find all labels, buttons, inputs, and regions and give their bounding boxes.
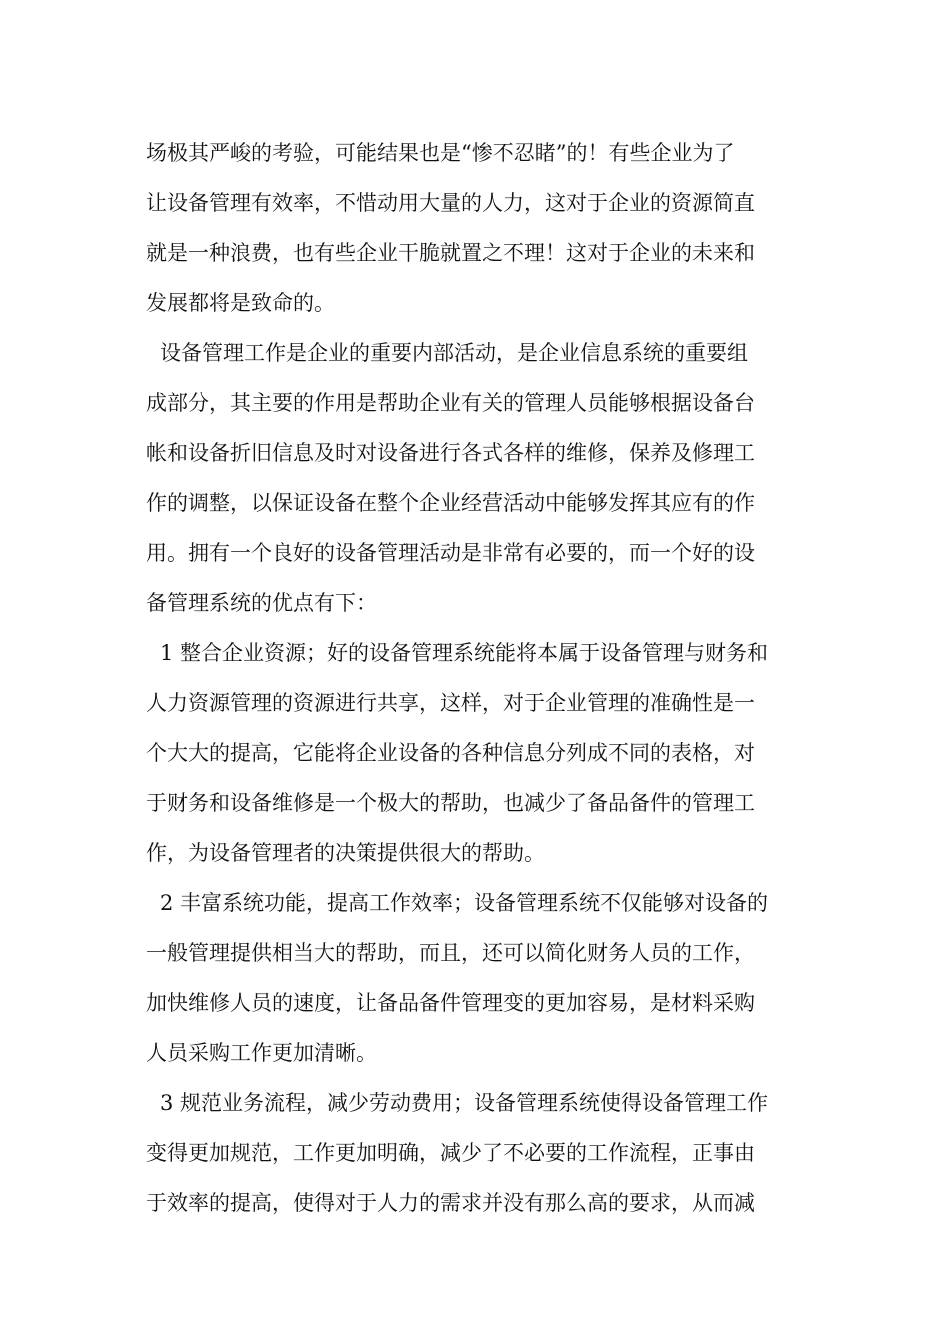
- paragraph-1: [146, 128, 816, 328]
- paragraph-5: [146, 1078, 816, 1228]
- paragraph-4: [146, 878, 816, 1078]
- text-line: 发展都将是致命的。: [146, 291, 335, 315]
- text-line: 一般管理提供相当大的帮助，而且，还可以简化财务人员的工作，: [146, 941, 755, 965]
- text-line: 于效率的提高，使得对于人力的需求并没有那么高的要求，从而减: [146, 1191, 755, 1215]
- text-line: 备管理系统的优点有下：: [146, 591, 377, 615]
- text-line: 人力资源管理的资源进行共享，这样，对于企业管理的准确性是一: [146, 691, 755, 715]
- text-line: 2 丰富系统功能，提高工作效率；设备管理系统不仅能够对设备的: [160, 891, 769, 915]
- text-line: 让设备管理有效率，不惜动用大量的人力，这对于企业的资源简直: [146, 191, 755, 215]
- text-line: 人员采购工作更加清晰。: [146, 1041, 377, 1065]
- text-line: 就是一种浪费，也有些企业干脆就置之不理！这对于企业的未来和: [146, 241, 755, 265]
- text-line: 个大大的提高，它能将企业设备的各种信息分列成不同的表格，对: [146, 741, 755, 765]
- text-line: 3 规范业务流程，减少劳动费用；设备管理系统使得设备管理工作: [160, 1091, 769, 1115]
- text-line: 加快维修人员的速度，让备品备件管理变的更加容易，是材料采购: [146, 991, 755, 1015]
- document-body: [146, 128, 816, 1228]
- text-line: 作，为设备管理者的决策提供很大的帮助。: [146, 841, 545, 865]
- text-line: 变得更加规范，工作更加明确，减少了不必要的工作流程，正事由: [146, 1141, 755, 1165]
- text-line: 作的调整，以保证设备在整个企业经营活动中能够发挥其应有的作: [146, 491, 755, 515]
- text-line: 用。拥有一个良好的设备管理活动是非常有必要的，而一个好的设: [146, 541, 755, 565]
- text-line: 于财务和设备维修是一个极大的帮助，也减少了备品备件的管理工: [146, 791, 755, 815]
- paragraph-3: [146, 628, 816, 878]
- text-line: 帐和设备折旧信息及时对设备进行各式各样的维修，保养及修理工: [146, 441, 755, 465]
- paragraph-2: [146, 328, 816, 628]
- text-line: 设备管理工作是企业的重要内部活动，是企业信息系统的重要组: [160, 341, 748, 365]
- text-line: 成部分，其主要的作用是帮助企业有关的管理人员能够根据设备台: [146, 391, 755, 415]
- text-line: 1 整合企业资源；好的设备管理系统能将本属于设备管理与财务和: [160, 641, 769, 665]
- text-line: 场极其严峻的考验，可能结果也是“惨不忍睹”的！有些企业为了: [146, 141, 735, 165]
